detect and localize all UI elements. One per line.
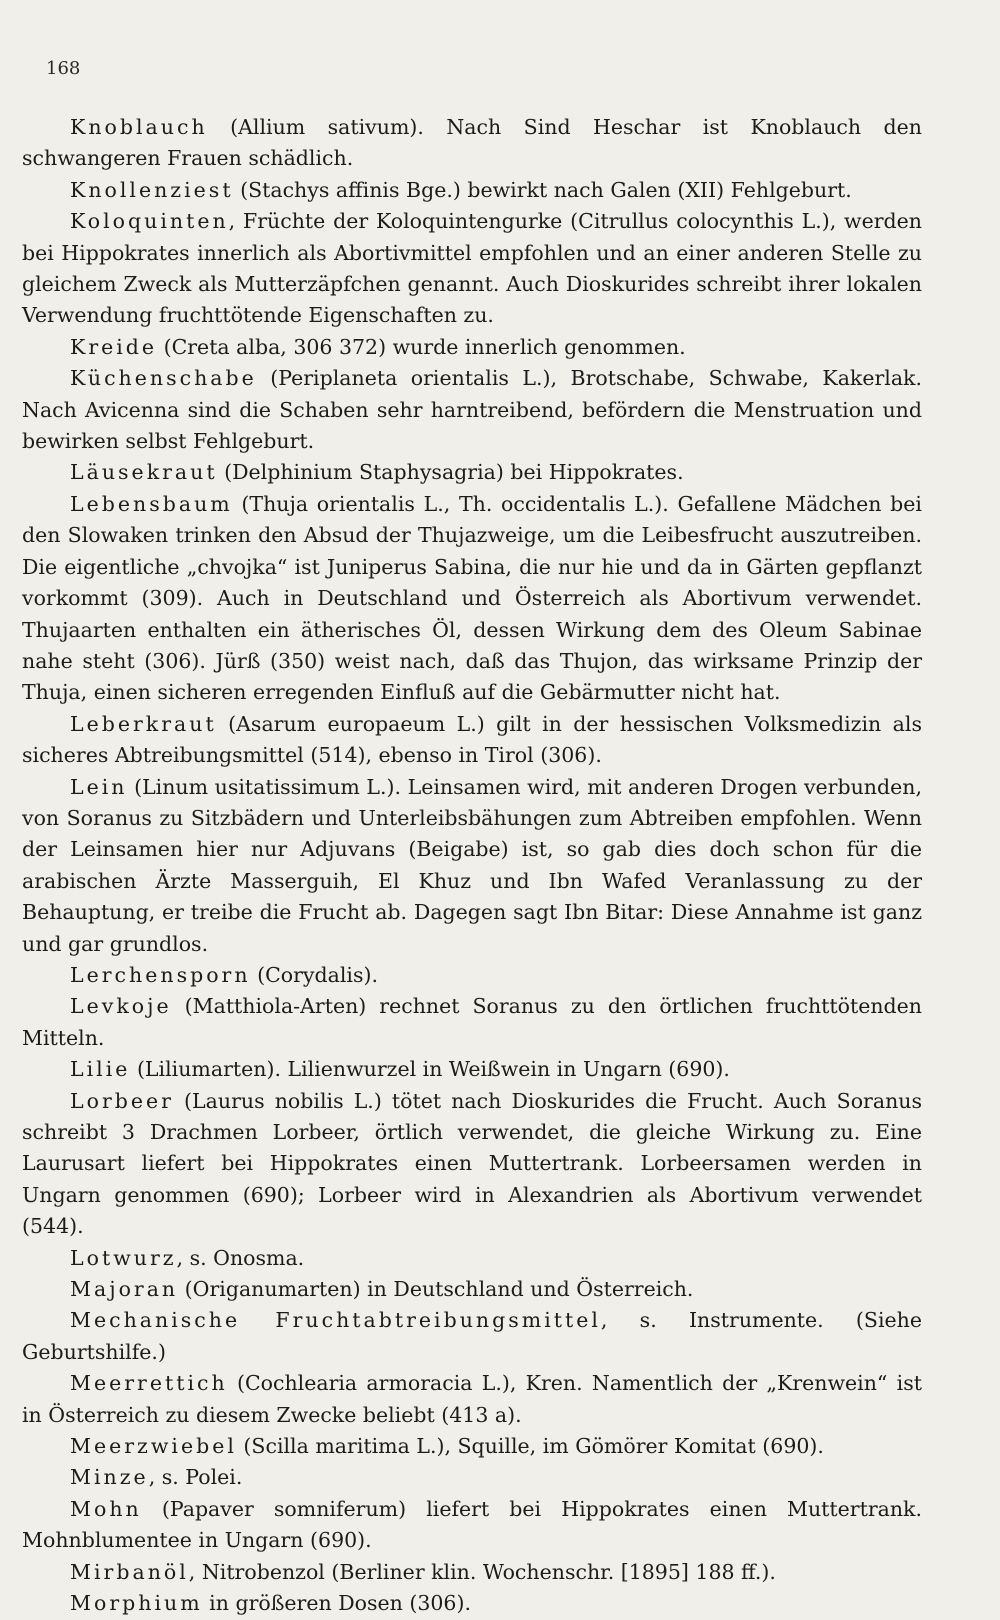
entry-lorbeer [22, 1086, 922, 1243]
entry-head: Küchenschabe [70, 366, 257, 391]
entry-head: Leberkraut [70, 711, 217, 736]
entry-body: (Linum usitatissimum L.). Leinsamen wird, mit anderen Drogen verbunden, von Soranus zu Sitzbädern und Unterleibsbähungen zum Abtreiben empfohlen. Wenn der Leinsamen hier nur Adjuvans (Beigabe) ist, so gab dies doch schon für die arabischen Ärzte Masserguih, El Khuz und Ibn Wafed Veranlassung zu der Behauptung, er treibe die Frucht ab. Dagegen sagt Ibn Bitar: Diese Annahme ist ganz und gar grundlos. [22, 774, 922, 956]
entry-head: Lein [70, 774, 128, 799]
entry-head: Knollenziest [70, 177, 234, 202]
entry-head: Lilie [70, 1057, 131, 1082]
entry-body: (Corydalis). [250, 962, 378, 987]
entry-head: Morphium [70, 1591, 203, 1616]
entry-body: , s. Instrumente. (Siehe Geburtshilfe.) [22, 1308, 922, 1364]
entry-lein [22, 772, 922, 960]
entry-knollenziest [22, 175, 922, 206]
entry-majoran [22, 1274, 922, 1305]
entry-kuechenschabe [22, 363, 922, 457]
entry-body: (Delphinium Staphysagria) bei Hippokrates. [217, 460, 684, 485]
entry-head: Levkoje [70, 994, 172, 1019]
entry-head: Lerchensporn [70, 962, 251, 987]
entry-head: Läusekraut [70, 460, 218, 485]
entry-body: (Laurus nobilis L.) tötet nach Dioskurides die Frucht. Auch Soranus schreibt 3 Drachmen Lorbeer, örtlich verwendet, die gleiche Wirkung zu. Eine Laurusart liefert bei Hippokrates einen Muttertrank. Lorbeersamen werden in Ungarn genommen (690); Lorbeer wird in Alexandrien als Abortivum verwendet (544). [22, 1088, 922, 1239]
entry-lerchensporn [22, 960, 922, 991]
entry-lebensbaum [22, 489, 922, 709]
entry-body: in größeren Dosen (306). [202, 1591, 471, 1616]
entry-head: Kreide [70, 334, 158, 359]
entry-head: Koloquinten [70, 209, 229, 234]
entry-meerzwiebel [22, 1431, 922, 1462]
page-text [22, 112, 922, 1620]
entry-head: Mechanische Fruchtabtreibungsmittel [70, 1308, 601, 1333]
entry-head: Lotwurz [70, 1245, 177, 1270]
entry-body: (Liliumarten). Lilienwurzel in Weißwein in Ungarn (690). [130, 1057, 730, 1082]
entry-head: Mohn [70, 1496, 142, 1521]
entry-head: Meerzwiebel [70, 1434, 237, 1459]
entry-minze [22, 1462, 922, 1493]
entry-koloquinten [22, 206, 922, 332]
entry-head: Meerrettich [70, 1371, 228, 1396]
entry-head: Mirbanöl [70, 1559, 189, 1584]
entry-mohn [22, 1494, 922, 1557]
entry-head: Knoblauch [70, 115, 208, 139]
entry-laeusekraut [22, 457, 922, 488]
entry-leberkraut [22, 709, 922, 772]
entry-levkoje [22, 991, 922, 1054]
entry-body: (Cochlearia armoracia L.), Kren. Namentlich der „Krenwein“ ist in Österreich zu diesem Zwecke beliebt (413 a). [22, 1371, 922, 1427]
entry-mechanische-mittel [22, 1305, 922, 1368]
entry-body: (Periplaneta orientalis L.), Brotschabe, Schwabe, Kakerlak. Nach Avicenna sind die Schaben sehr harntreibend, befördern die Menstruation und bewirken selbst Fehlgeburt. [22, 366, 922, 454]
entry-body: (Creta alba, 306 372) wurde innerlich genommen. [157, 334, 686, 359]
entry-morphium [22, 1588, 922, 1619]
entry-knoblauch [22, 112, 922, 175]
entry-mirbanoel [22, 1557, 922, 1588]
entry-head: Minze [70, 1465, 149, 1490]
entry-head: Majoran [70, 1277, 179, 1302]
entry-body: (Allium sativum). Nach Sind Heschar ist Knoblauch den schwangeren Frauen schädlich. [22, 115, 922, 171]
entry-lotwurz [22, 1243, 922, 1274]
entry-body: (Origanumarten) in Deutschland und Österreich. [178, 1277, 694, 1302]
entry-body: , Früchte der Koloquintengurke (Citrullus colocynthis L.), werden bei Hippokrates innerlich als Abortivmittel empfohlen und an einer anderen Stelle zu gleichem Zweck als Mutterzäpfchen genannt. Auch Dioskurides schreibt ihrer lokalen Verwendung fruchttötende Eigenschaften zu. [22, 209, 922, 328]
entry-body: , Nitrobenzol (Berliner klin. Wochenschr. [1895] 188 ff.). [188, 1559, 776, 1584]
entry-body: (Thuja orientalis L., Th. occidentalis L.). Gefallene Mädchen bei den Slowaken trinken den Absud der Thujazweige, um die Leibesfrucht auszutreiben. Die eigentliche „chvojka“ ist Juniperus Sabina, die nur hie und da in Gärten gepflanzt vorkommt (309). Auch in Deutschland und Österreich als Abortivum verwendet. Thujaarten enthalten ein ätherisches Öl, dessen Wirkung dem des Oleum Sabinae nahe steht (306). Jürß (350) weist nach, daß das Thujon, das wirksame Prinzip der Thuja, einen sicheren erregenden Einfluß auf die Gebärmutter nicht hat. [22, 491, 922, 705]
entry-head: Lorbeer [70, 1088, 174, 1113]
entry-body: (Scilla maritima L.), Squille, im Gömörer Komitat (690). [236, 1434, 824, 1459]
entry-body: , s. Polei. [148, 1465, 243, 1490]
entry-lilie [22, 1054, 922, 1085]
entry-head: Lebensbaum [70, 491, 233, 516]
entry-body: (Papaver somniferum) liefert bei Hippokrates einen Muttertrank. Mohnblumentee in Ungarn (690). [22, 1496, 922, 1553]
entry-body: (Asarum europaeum L.) gilt in der hessischen Volksmedizin als sicheres Abtreibungsmittel (514), ebenso in Tirol (306). [22, 711, 922, 768]
page-number: 168 [46, 58, 81, 79]
entry-meerrettich [22, 1368, 922, 1431]
entry-kreide [22, 332, 922, 363]
entry-body: , s. Onosma. [176, 1245, 305, 1270]
entry-body: (Stachys affinis Bge.) bewirkt nach Galen (XII) Fehlgeburt. [233, 177, 852, 202]
entry-body: (Matthiola-Arten) rechnet Soranus zu den örtlichen fruchttötenden Mitteln. [22, 994, 922, 1050]
